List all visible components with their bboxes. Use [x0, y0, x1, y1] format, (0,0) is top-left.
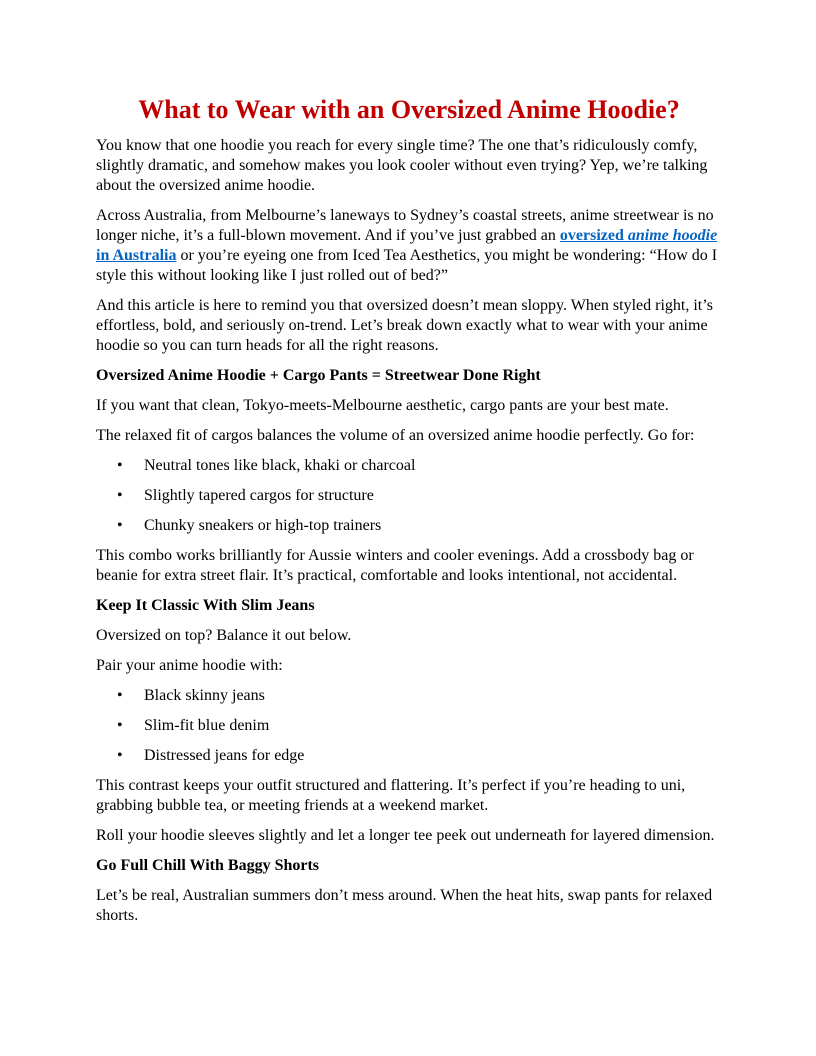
page-title: What to Wear with an Oversized Anime Hoodie? [138, 95, 680, 124]
jeans-tip: Roll your hoodie sleeves slightly and let a longer tee peek out underneath for layered dimension. [96, 827, 715, 844]
australia-text-before: Across Australia, from Melbourne’s laneways to Sydney’s coastal streets, anime streetwear is no longer niche, it’s a full-blown movement. And if you’ve just grabbed an [96, 207, 714, 244]
jeans-summary: This contrast keeps your outfit structured and flattering. It’s perfect if you’re heading to uni, grabbing bubble tea, or meeting friends at a weekend market. [96, 777, 686, 814]
link-text-1: oversized [559, 227, 628, 244]
jeans-list [96, 686, 722, 766]
shorts-intro: Let’s be real, Australian summers don’t mess around. When the heat hits, swap pants for relaxed shorts. [96, 887, 713, 924]
list-item: • Slim-fit blue denim [96, 716, 722, 736]
cargo-intro: If you want that clean, Tokyo-meets-Melbourne aesthetic, cargo pants are your best mate. [96, 397, 669, 414]
jeans-intro: Oversized on top? Balance it out below. [96, 627, 352, 644]
jeans-pair: Pair your anime hoodie with: [96, 657, 283, 674]
section-heading-cargo: Oversized Anime Hoodie + Cargo Pants = Streetwear Done Right [96, 367, 541, 384]
cargo-list [96, 456, 722, 536]
intro-paragraph: You know that one hoodie you reach for every single time? The one that’s ridiculously comfy, slightly dramatic, and somehow makes you look cooler without even trying? Yep, we’re talking about the oversized anime hoodie. [96, 137, 708, 194]
list-item: • Black skinny jeans [96, 686, 722, 706]
australia-text-after: or you’re eyeing one from Iced Tea Aesthetics, you might be wondering: “How do I style this without looking like I just rolled out of bed?” [96, 247, 718, 284]
link-text-2: in Australia [96, 247, 177, 264]
list-item: • Neutral tones like black, khaki or charcoal [96, 456, 722, 476]
section-heading-jeans: Keep It Classic With Slim Jeans [96, 597, 315, 614]
list-item: • Distressed jeans for edge [96, 746, 722, 766]
list-item: • Chunky sneakers or high-top trainers [96, 516, 722, 536]
cargo-fit: The relaxed fit of cargos balances the volume of an oversized anime hoodie perfectly. Go for: [96, 427, 695, 444]
list-item: • Slightly tapered cargos for structure [96, 486, 722, 506]
cargo-summary: This combo works brilliantly for Aussie winters and cooler evenings. Add a crossbody bag or beanie for extra street flair. It’s practical, comfortable and looks intentional, not accidental. [96, 547, 694, 584]
australia-paragraph [96, 206, 722, 286]
styling-paragraph: And this article is here to remind you that oversized doesn’t mean sloppy. When styled right, it’s effortless, bold, and seriously on-trend. Let’s break down exactly what to wear with your anime hoodie so you can turn heads for all the right reasons. [96, 297, 713, 354]
document-page [96, 90, 722, 936]
link-text-italic: anime hoodie [627, 227, 718, 244]
section-heading-shorts: Go Full Chill With Baggy Shorts [96, 857, 320, 874]
